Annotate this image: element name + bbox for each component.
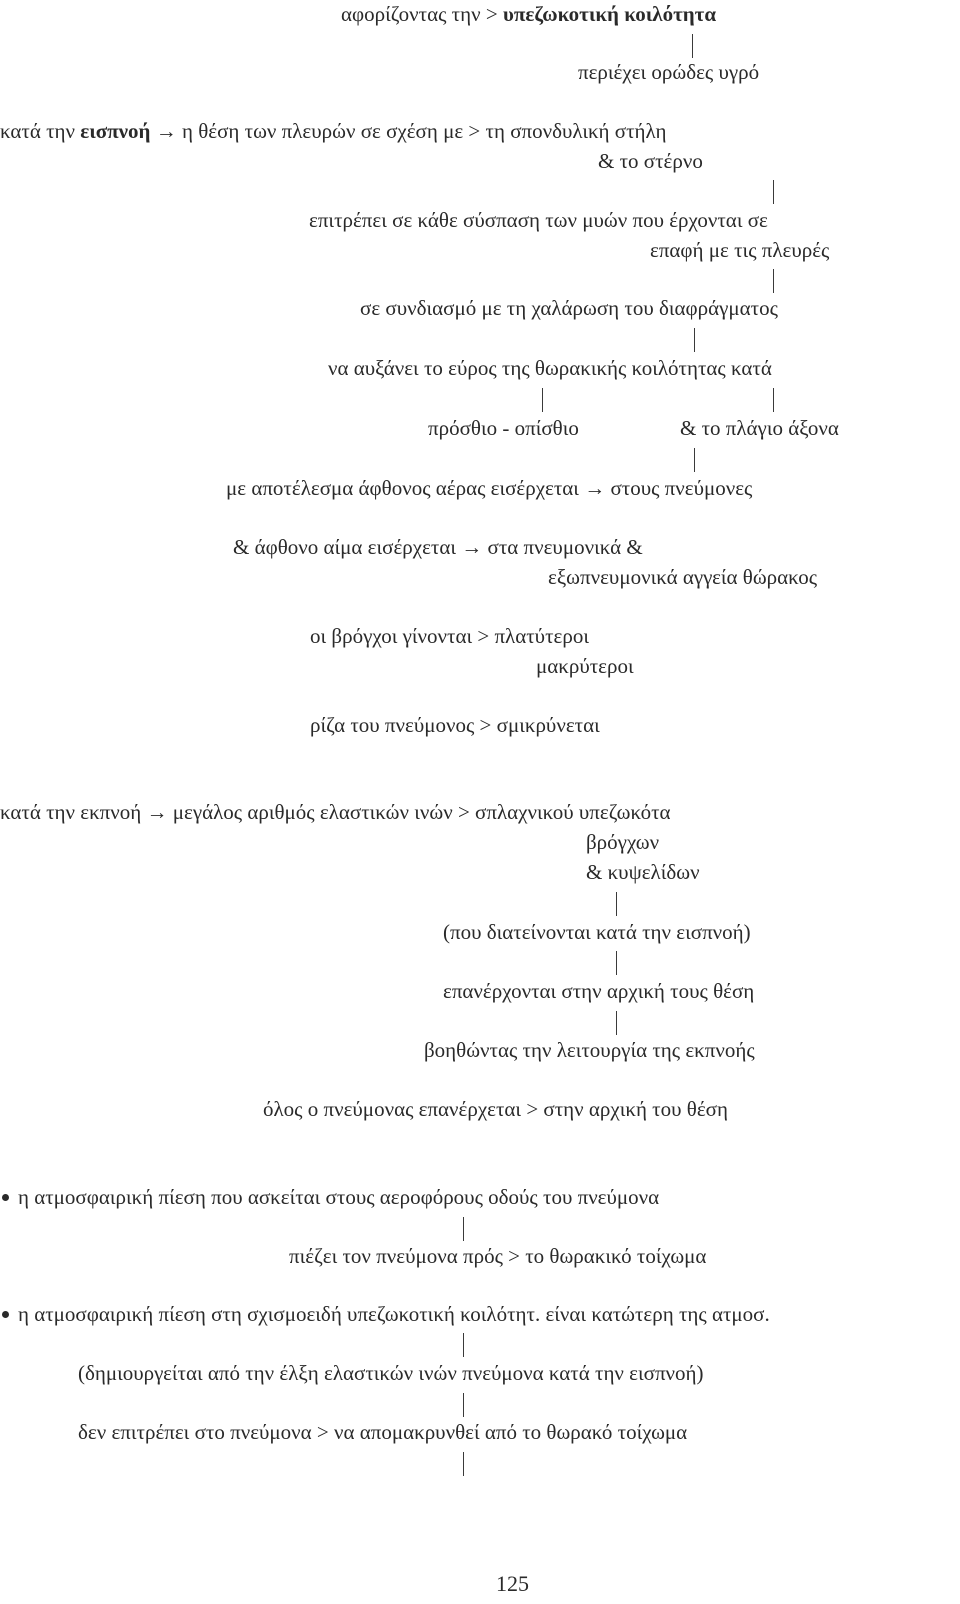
line-bronchi-longer: μακρύτεροι — [536, 654, 634, 678]
line-sternum: & το στέρνο — [598, 149, 703, 173]
line-bronchi-wider: οι βρόγχοι γίνονται > πλατύτεροι — [310, 624, 589, 648]
line-text: κατά την — [0, 119, 81, 143]
connector-bar — [692, 34, 693, 58]
line-text: στους πνεύμονες — [610, 476, 753, 500]
connector-bar — [694, 328, 695, 352]
line-text: η θέση των πλευρών σε σχέση με > τη σπονδυλική στήλη — [181, 119, 667, 143]
line-serous-fluid: περιέχει ορώδες υγρό — [578, 60, 760, 84]
connector-bar — [616, 1011, 617, 1035]
line-diaphragm: σε συνδιασμό με τη χαλάρωση του διαφράγματος — [360, 296, 778, 320]
line-exhalation — [0, 802, 671, 823]
connector-bar — [773, 180, 774, 204]
line-air-enters — [226, 478, 752, 499]
line-text: κατά την εκπνοή — [0, 800, 142, 824]
line-text: στα πνευμονικά & — [487, 535, 643, 559]
term-pleural-cavity: υπεζωκοτική κοιλότητα — [502, 2, 717, 26]
connector-bar — [463, 1393, 464, 1417]
line-inhalation — [0, 121, 667, 142]
line-return-position: επανέρχονται στην αρχική τους θέση — [443, 979, 755, 1003]
connector-bar — [616, 892, 617, 916]
arrow-icon: → — [584, 476, 606, 500]
connector-bar — [463, 1217, 464, 1241]
line-not-allow: δεν επιτρέπει στο πνεύμονα > να απομακρυνθεί από το θωρακό τοίχωμα — [78, 1420, 688, 1444]
line-text: αφορίζοντας την > — [341, 2, 503, 26]
line-text: & άφθονο αίμα εισέρχεται — [233, 535, 456, 559]
connector-bar — [463, 1333, 464, 1357]
line-pleural-cavity — [341, 4, 716, 25]
line-lateral-axis: & το πλάγιο άξονα — [680, 416, 839, 440]
line-blood-enters — [233, 537, 643, 558]
line-alveoli: & κυψελίδων — [586, 860, 700, 884]
connector-bar — [542, 388, 543, 412]
line-text: μεγάλος αριθμός ελαστικών ινών > σπλαχνικού υπεζωκότα — [172, 800, 671, 824]
line-lung-root: ρίζα του πνεύμονος > σμικρύνεται — [310, 713, 600, 737]
term-inhalation: εισπνοή — [80, 119, 151, 143]
line-assisting: βοηθώντας την λειτουργία της εκπνοής — [424, 1038, 755, 1062]
line-stretched: (που διατείνονται κατά την εισπνοή) — [443, 920, 751, 944]
connector-bar — [463, 1452, 464, 1476]
bullet-icon — [2, 1311, 9, 1318]
page-number: 125 — [496, 1571, 529, 1596]
line-vessels: εξωπνευμονικά αγγεία θώρακος — [548, 565, 818, 589]
line-anterior-posterior: πρόσθιο - οπίσθιο — [428, 416, 579, 440]
line-pressure-lower: η ατμοσφαιρική πίεση στη σχισμοειδή υπεζωκοτική κοιλότητ. είναι κατώτερη της ατμοσ. — [18, 1302, 770, 1326]
line-atmospheric-pressure: η ατμοσφαιρική πίεση που ασκείται στους αεροφόρους οδούς του πνεύμονα — [18, 1185, 660, 1209]
line-muscle-contraction: επιτρέπει σε κάθε σύσπαση των μυών που έρχονται σε — [309, 208, 768, 232]
line-presses-lung: πιέζει τον πνεύμονα πρός > το θωρακικό τοίχωμα — [289, 1244, 707, 1268]
line-thoracic-width: να αυξάνει το εύρος της θωρακικής κοιλότητας κατά — [328, 356, 772, 380]
connector-bar — [694, 448, 695, 472]
line-created-by: (δημιουργείται από την έλξη ελαστικών ινών πνεύμονα κατά την εισπνοή) — [78, 1361, 704, 1385]
connector-bar — [773, 269, 774, 293]
arrow-icon: → — [146, 800, 168, 824]
line-bronchi: βρόγχων — [586, 830, 660, 854]
connector-bar — [616, 951, 617, 975]
bullet-icon — [2, 1194, 9, 1201]
line-ribs-contact: επαφή με τις πλευρές — [650, 238, 830, 262]
line-lung-returns: όλος ο πνεύμονας επανέρχεται > στην αρχική του θέση — [263, 1097, 728, 1121]
arrow-icon: → — [155, 119, 177, 143]
line-text: με αποτέλεσμα άφθονος αέρας εισέρχεται — [226, 476, 579, 500]
arrow-icon: → — [461, 535, 483, 559]
connector-bar — [773, 388, 774, 412]
